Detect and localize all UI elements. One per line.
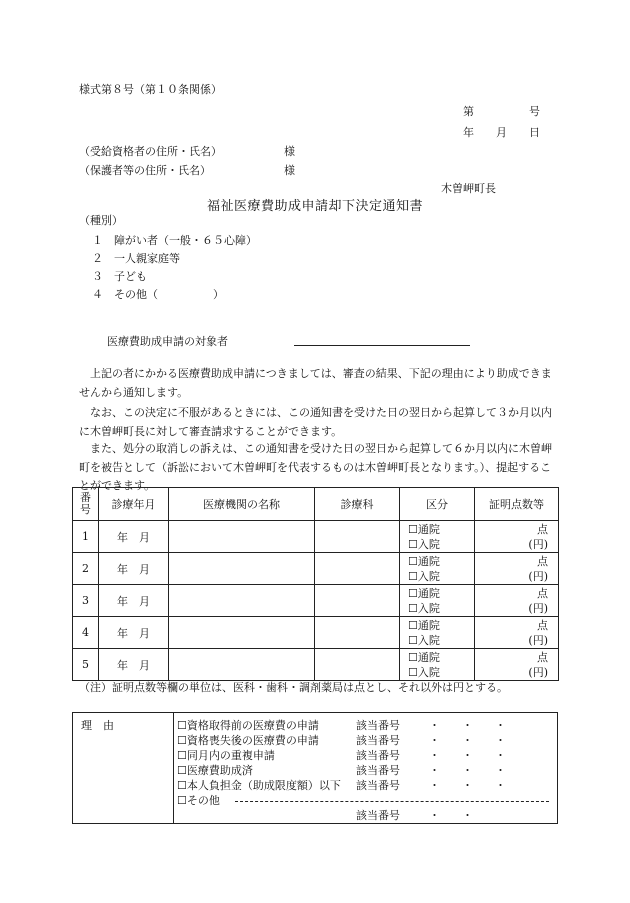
reason-number-label: 該当番号 [356,734,400,747]
reason-other-checkbox[interactable]: ☐その他 [177,794,220,807]
reason-number-field[interactable]: ・ ・ ・ [429,719,506,732]
header-department: 診療科 [315,488,400,521]
reason-number-label: 該当番号 [356,764,400,777]
table-row [73,585,559,617]
outpatient-checkbox[interactable]: ☐通院 [408,618,440,632]
outpatient-checkbox[interactable]: ☐通院 [408,586,440,600]
reason-number-label: 該当番号 [356,779,400,792]
table-row [73,649,559,681]
row-points[interactable]: 点 (円) [475,649,559,681]
reason-label: 理 由 [81,719,114,732]
paragraph-appeal: なお、この決定に不服があるときには、この通知書を受けた日の翌日から起算して３か月以内に木曽岬町長に対して審査請求することができます。 [79,406,552,438]
inpatient-checkbox[interactable]: ☐入院 [408,569,440,583]
form-number: 様式第８号（第１０条関係） [79,83,222,96]
category-item: ３ 子ども [92,270,147,283]
document-number-label: 第 号 [463,105,540,118]
row-facility[interactable] [169,521,315,553]
reason-divider [173,713,174,823]
category-item: １ 障がい者（一般・６５心障） [92,234,257,247]
row-points[interactable]: 点 (円) [475,617,559,649]
header-number: 番 号 [73,488,99,521]
category-item: ４ その他（ ） [92,288,224,301]
outpatient-checkbox[interactable]: ☐通院 [408,650,440,664]
table-row [73,617,559,649]
row-number: 5 [73,649,99,681]
inpatient-checkbox[interactable]: ☐入院 [408,601,440,615]
reason-box [72,712,558,824]
reason-number-field[interactable]: ・ ・ ・ [429,779,506,792]
row-facility[interactable] [169,649,315,681]
reason-checkbox[interactable]: ☐同月内の重複申請 [177,749,275,762]
header-type: 区分 [400,488,475,521]
document-date-label: 年 月 日 [463,126,540,139]
reason-checkbox[interactable]: ☐本人負担金（助成限度額）以下 [177,779,341,792]
claims-table [72,487,559,681]
reason-checkbox[interactable]: ☐医療費助成済 [177,764,253,777]
inpatient-checkbox[interactable]: ☐入院 [408,537,440,551]
inpatient-checkbox[interactable]: ☐入院 [408,665,440,679]
category-label: （種別） [79,214,123,227]
inpatient-checkbox[interactable]: ☐入院 [408,633,440,647]
header-points: 証明点数等 [475,488,559,521]
table-header-row [73,488,559,521]
document-title: 福祉医療費助成申請却下決定通知書 [207,199,424,214]
paragraph-notice: 上記の者にかかる医療費助成申請につきましては、審査の結果、下記の理由により助成できませんから通知します。 [79,367,552,399]
row-department[interactable] [315,585,400,617]
row-type [400,649,475,681]
row-department[interactable] [315,617,400,649]
reason-number-field[interactable]: ・ ・ ・ [429,749,506,762]
row-facility[interactable] [169,553,315,585]
guardian-honorific: 様 [284,164,295,177]
row-points[interactable]: 点 (円) [475,521,559,553]
header-facility: 医療機関の名称 [169,488,315,521]
reason-other-number-label: 該当番号 [356,809,400,822]
target-name-line [294,345,470,346]
recipient-label: （受給資格者の住所・氏名） [79,145,222,158]
reason-checkbox[interactable]: ☐資格喪失後の医療費の申請 [177,734,319,747]
row-department[interactable] [315,649,400,681]
issuer: 木曽岬町長 [441,182,496,195]
category-item: ２ 一人親家庭等 [92,252,180,265]
reason-other-line[interactable] [235,801,549,802]
table-row [73,521,559,553]
row-number: 2 [73,553,99,585]
row-month: 年 月 [99,585,169,617]
row-type [400,521,475,553]
reason-other-number-field[interactable]: ・ ・ [429,809,473,822]
header-month: 診療年月 [99,488,169,521]
row-facility[interactable] [169,585,315,617]
reason-checkbox[interactable]: ☐資格取得前の医療費の申請 [177,719,319,732]
row-number: 4 [73,617,99,649]
target-label: 医療費助成申請の対象者 [107,335,228,348]
paragraph-lawsuit: また、処分の取消しの訴えは、この通知書を受けた日の翌日から起算して６か月以内に木曽岬町を被告として（訴訟において木曽岬町を代表するものは木曽岬町長となります。）、提起することができます。 [79,442,552,492]
recipient-honorific: 様 [284,145,295,158]
row-type [400,617,475,649]
table-note: （注）証明点数等欄の単位は、医科・歯科・調剤薬局は点とし、それ以外は円とする。 [79,681,508,694]
reason-number-field[interactable]: ・ ・ ・ [429,734,506,747]
reason-number-field[interactable]: ・ ・ ・ [429,764,506,777]
row-month: 年 月 [99,521,169,553]
row-type [400,553,475,585]
row-month: 年 月 [99,617,169,649]
row-facility[interactable] [169,617,315,649]
row-department[interactable] [315,521,400,553]
row-number: 1 [73,521,99,553]
reason-number-label: 該当番号 [356,749,400,762]
outpatient-checkbox[interactable]: ☐通院 [408,522,440,536]
row-month: 年 月 [99,649,169,681]
row-department[interactable] [315,553,400,585]
table-row [73,553,559,585]
row-type [400,585,475,617]
outpatient-checkbox[interactable]: ☐通院 [408,554,440,568]
row-number: 3 [73,585,99,617]
guardian-label: （保護者等の住所・氏名） [79,164,211,177]
reason-number-label: 該当番号 [356,719,400,732]
row-points[interactable]: 点 (円) [475,553,559,585]
row-month: 年 月 [99,553,169,585]
row-points[interactable]: 点 (円) [475,585,559,617]
